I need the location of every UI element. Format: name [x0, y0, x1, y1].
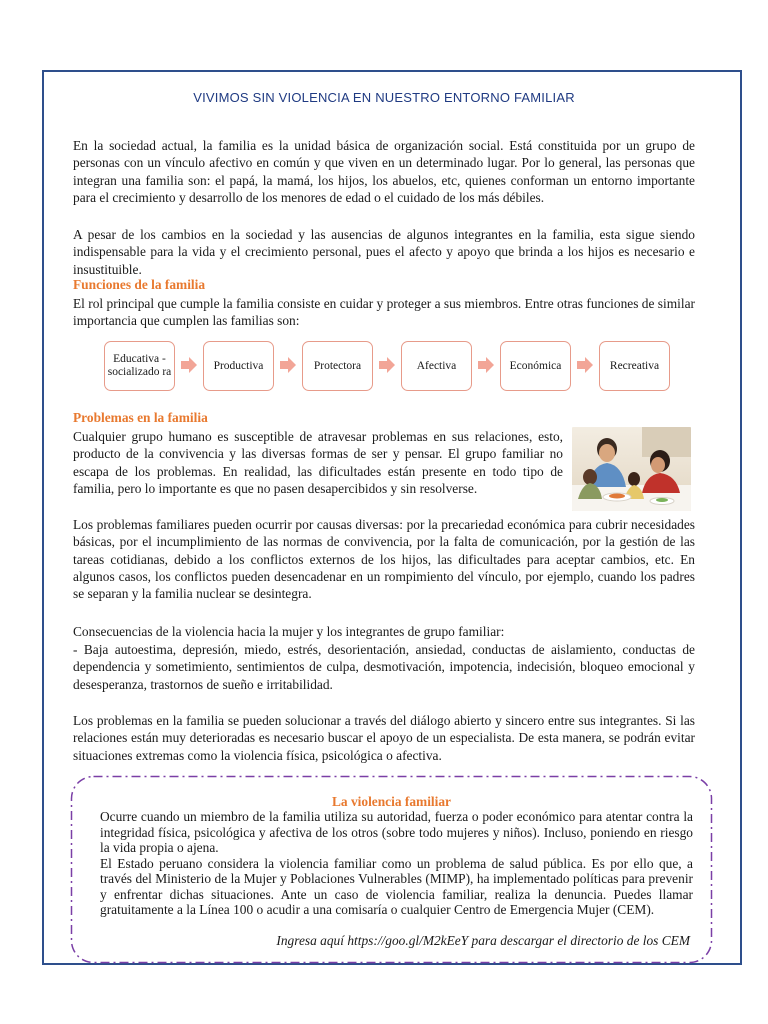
intro-paragraph-2: A pesar de los cambios en la sociedad y las ausencias de algunos integrantes en la familia, esta sigue siendo indispensable para la vida y el crecimiento personal, pues el afecto y apoyo que brinda a los hijos es necesario e insustituible.	[73, 227, 695, 277]
function-box-productiva: Productiva	[203, 341, 274, 391]
callout-paragraph-2: El Estado peruano considera la violencia familiar como un problema de salud pública. Es por ello que, a través del Ministerio de la Mujer y Poblaciones Vulnerables (MIMP), ha implementado políticas para prevenir y enfrentar dichas situaciones. Ante un caso de violencia familiar, realiza la denuncia. Puedes llamar gratuitamente a la Línea 100 o acudir a una comisaría o cualquier Centro de Emergencia Mujer (CEM).	[100, 855, 693, 917]
arrow-right-icon	[379, 357, 395, 373]
page-title: VIVIMOS SIN VIOLENCIA EN NUESTRO ENTORNO FAMILIAR	[193, 90, 575, 105]
arrow-right-icon	[478, 357, 494, 373]
callout-text	[100, 809, 693, 918]
problemas-heading: Problemas en la familia	[73, 410, 208, 425]
function-box-economica: Económica	[500, 341, 571, 391]
family-photo	[572, 427, 691, 511]
problemas-paragraph-2: Los problemas familiares pueden ocurrir por causas diversas: por la precariedad económica para cubrir necesidades básicas, por el incumplimiento de las normas de convivencia, por la falta de comunicación, por la gestión de las tareas cotidianas, debido a los conflictos externos de los hijos, las dificultades para aceptar cambios, etc. En algunos casos, los conflictos pueden desencadenar en un rompimiento del vínculo, por ejemplo, cuando los padres se separan y la familia nuclear se desintegra.	[73, 517, 695, 602]
function-box-afectiva: Afectiva	[401, 341, 472, 391]
funciones-flow	[104, 341, 668, 391]
funciones-heading: Funciones de la familia	[73, 277, 206, 292]
intro-paragraph-1: En la sociedad actual, la familia es la unidad básica de organización social. Está constituida por un grupo de personas con un vínculo afectivo en común y que viven en un determinado lugar. Por lo general, las personas que integran una familia son: el papá, la mamá, los hijos, los abuelos, etc, quienes conforman un entorno importante para el crecimiento y desarrollo de los menores de edad o el cuidado de los más débiles.	[73, 138, 695, 205]
funciones-paragraph: El rol principal que cumple la familia consiste en cuidar y proteger a sus miembros. Entre otras funciones de similar importancia que cumplen las familias son:	[73, 296, 695, 329]
callout-paragraph-1: Ocurre cuando un miembro de la familia utiliza su autoridad, fuerza o poder económico para atentar contra la integridad física, psicológica y afectiva de los otros (sobre todo mujeres y niños). Incluso, poniendo en riesgo la vida propia o ajena.	[100, 809, 693, 855]
cem-directory-link[interactable]: Ingresa aquí https://goo.gl/M2kEeY para descargar el directorio de los CEM	[276, 933, 690, 948]
arrow-right-icon	[577, 357, 593, 373]
function-box-recreativa: Recreativa	[599, 341, 670, 391]
problemas-paragraph-1: Cualquier grupo humano es susceptible de atravesar problemas en sus relaciones, esto, producto de la convivencia y las diversas formas de ser y pensar. El grupo familiar no escapa de los problemas. En realidad, las dificultades están presente en todo tipo de familia, pero lo importante es que no pasen desapercibidos y sin resolverse.	[73, 429, 563, 496]
arrow-right-icon	[280, 357, 296, 373]
consecuencias-list: - Baja autoestima, depresión, miedo, estrés, desorientación, ansiedad, conductas de aislamiento, conductas de dependencia y sometimiento, sentimientos de culpa, desmotivación, impotencia, indecisión, bloqueo emocional y desesperanza, trastornos de sueño e irritabilidad.	[73, 642, 695, 692]
arrow-right-icon	[181, 357, 197, 373]
consecuencias-intro: Consecuencias de la violencia hacia la mujer y los integrantes de grupo familiar:	[73, 624, 505, 639]
callout-heading: La violencia familiar	[331, 794, 451, 809]
problemas-paragraph-4: Los problemas en la familia se pueden solucionar a través del diálogo abierto y sincero entre sus integrantes. Si las relaciones están muy deterioradas es necesario buscar el apoyo de un especialista. De esta manera, se podrán evitar situaciones extremas como la violencia física, psicológica o afectiva.	[73, 713, 695, 763]
function-box-protectora: Protectora	[302, 341, 373, 391]
function-box-educativa: Educativa - socializado ra	[104, 341, 175, 391]
